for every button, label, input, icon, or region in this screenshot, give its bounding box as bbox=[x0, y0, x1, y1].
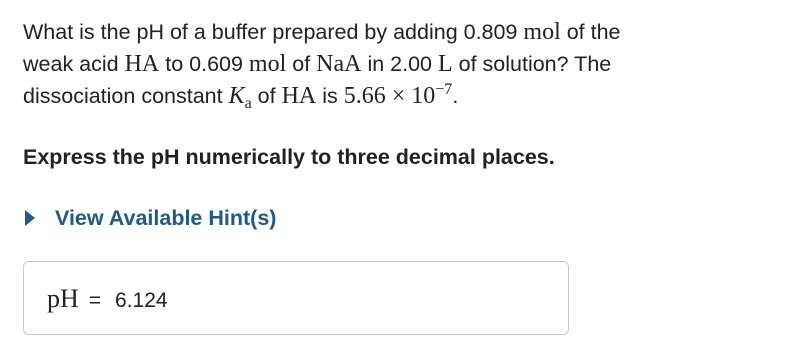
formula-ha: HA bbox=[124, 51, 160, 77]
view-hints-link[interactable] bbox=[25, 202, 276, 234]
ka-value: 5.66 × 10 bbox=[343, 83, 436, 109]
answer-value[interactable]: 6.124 bbox=[115, 289, 168, 312]
formula-naa: NaA bbox=[316, 51, 362, 77]
unit-mol: mol bbox=[523, 19, 561, 45]
question-fragment: weak acid bbox=[23, 52, 125, 76]
question-fragment: to 0.609 bbox=[159, 52, 249, 76]
question-fragment: of bbox=[286, 52, 317, 76]
ka-exponent: −7 bbox=[435, 81, 453, 98]
question-fragment: dissociation constant bbox=[23, 84, 229, 108]
unit-mol: mol bbox=[248, 51, 287, 77]
question-fragment: . bbox=[452, 84, 459, 108]
question-fragment: of the bbox=[560, 20, 621, 44]
question-text bbox=[23, 16, 793, 112]
question-line-1 bbox=[23, 16, 793, 48]
answer-row bbox=[47, 284, 168, 314]
question-line-2 bbox=[23, 48, 793, 80]
answer-variable: pH bbox=[47, 284, 79, 313]
view-hints-label[interactable]: View Available Hint(s) bbox=[55, 206, 277, 230]
question-line-3 bbox=[23, 80, 793, 112]
unit-liter: L bbox=[437, 51, 453, 77]
answer-equals: = bbox=[88, 289, 102, 312]
triangle-right-icon[interactable] bbox=[25, 210, 35, 226]
formula-ha: HA bbox=[281, 83, 317, 109]
ka-symbol: K bbox=[228, 83, 245, 109]
answer-instruction: Express the pH numerically to three decimal places. bbox=[23, 145, 555, 169]
ka-subscript: a bbox=[244, 95, 252, 112]
question-fragment: is bbox=[316, 84, 344, 108]
question-fragment: What is the pH of a buffer prepared by adding 0.809 bbox=[23, 20, 524, 44]
answer-box[interactable] bbox=[23, 261, 569, 335]
question-fragment: in 2.00 bbox=[361, 52, 438, 76]
question-fragment: of bbox=[251, 84, 282, 108]
question-fragment: of solution? The bbox=[452, 52, 612, 76]
